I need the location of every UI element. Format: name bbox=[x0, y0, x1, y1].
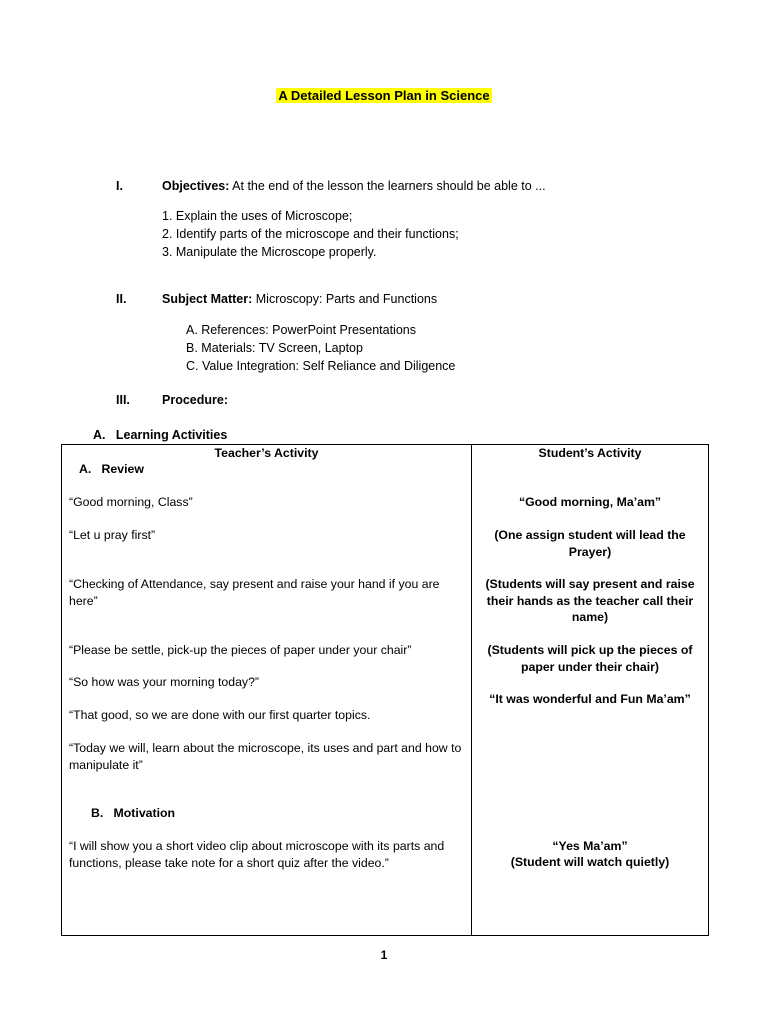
student-line: “It was wonderful and Fun Ma’am” bbox=[489, 692, 691, 706]
student-line: (One assign student will lead the Prayer) bbox=[494, 528, 686, 559]
student-activity-column bbox=[472, 445, 709, 936]
student-line: “Good morning, Ma’am” bbox=[518, 495, 662, 509]
list-item: A. References: PowerPoint Presentations bbox=[186, 323, 416, 337]
objectives-text: At the end of the lesson the learners should be able to ... bbox=[229, 179, 546, 193]
list-item: 3. Manipulate the Microscope properly. bbox=[162, 245, 377, 259]
subject-matter-label: Subject Matter: bbox=[162, 292, 253, 306]
list-item: C. Value Integration: Self Reliance and Diligence bbox=[186, 359, 456, 373]
procedure-label: Procedure: bbox=[162, 393, 228, 407]
student-activity-header: Student’s Activity bbox=[538, 446, 642, 460]
review-heading: A. Review bbox=[79, 462, 144, 476]
teacher-line: “Today we will, learn about the microscope, its uses and part and how to manipulate it” bbox=[69, 741, 462, 772]
student-line: (Students will pick up the pieces of paper under their chair) bbox=[487, 643, 693, 674]
learning-activities-table bbox=[61, 444, 709, 936]
teacher-line: “I will show you a short video clip about microscope with its parts and functions, please take note for a short quiz after the video.” bbox=[69, 839, 445, 870]
teacher-line: “Good morning, Class” bbox=[69, 495, 193, 509]
objectives-numeral: I. bbox=[116, 179, 123, 193]
student-line: (Students will say present and raise their hands as the teacher call their name) bbox=[485, 577, 695, 624]
objectives-list bbox=[162, 207, 459, 261]
subject-matter-text: Microscopy: Parts and Functions bbox=[252, 292, 438, 306]
teacher-line: “Let u pray first” bbox=[69, 528, 156, 542]
list-item: 2. Identify parts of the microscope and their functions; bbox=[162, 227, 459, 241]
subject-matter-heading bbox=[162, 292, 437, 306]
teacher-line: “So how was your morning today?” bbox=[69, 675, 260, 689]
teacher-activity-header: Teacher’s Activity bbox=[214, 446, 319, 460]
objectives-label: Objectives: bbox=[162, 179, 230, 193]
list-item: 1. Explain the uses of Microscope; bbox=[162, 209, 353, 223]
teacher-activity-column bbox=[62, 445, 472, 936]
page-title bbox=[0, 88, 768, 103]
teacher-line: “Checking of Attendance, say present and raise your hand if you are here” bbox=[69, 577, 440, 608]
objectives-heading bbox=[162, 179, 546, 193]
learning-activities-heading: A. Learning Activities bbox=[93, 428, 228, 442]
student-line: “Yes Ma’am” bbox=[552, 839, 628, 853]
page-number: 1 bbox=[380, 948, 388, 962]
motivation-heading: B. Motivation bbox=[91, 806, 176, 820]
procedure-numeral: III. bbox=[116, 393, 130, 407]
teacher-line: “That good, so we are done with our first quarter topics. bbox=[69, 708, 371, 722]
subject-matter-numeral: II. bbox=[116, 292, 127, 306]
title-highlight: A Detailed Lesson Plan in Science bbox=[278, 88, 490, 103]
student-line: (Student will watch quietly) bbox=[510, 855, 670, 869]
list-item: B. Materials: TV Screen, Laptop bbox=[186, 341, 363, 355]
subject-matter-list bbox=[186, 321, 455, 375]
teacher-line: “Please be settle, pick-up the pieces of paper under your chair” bbox=[69, 643, 412, 657]
